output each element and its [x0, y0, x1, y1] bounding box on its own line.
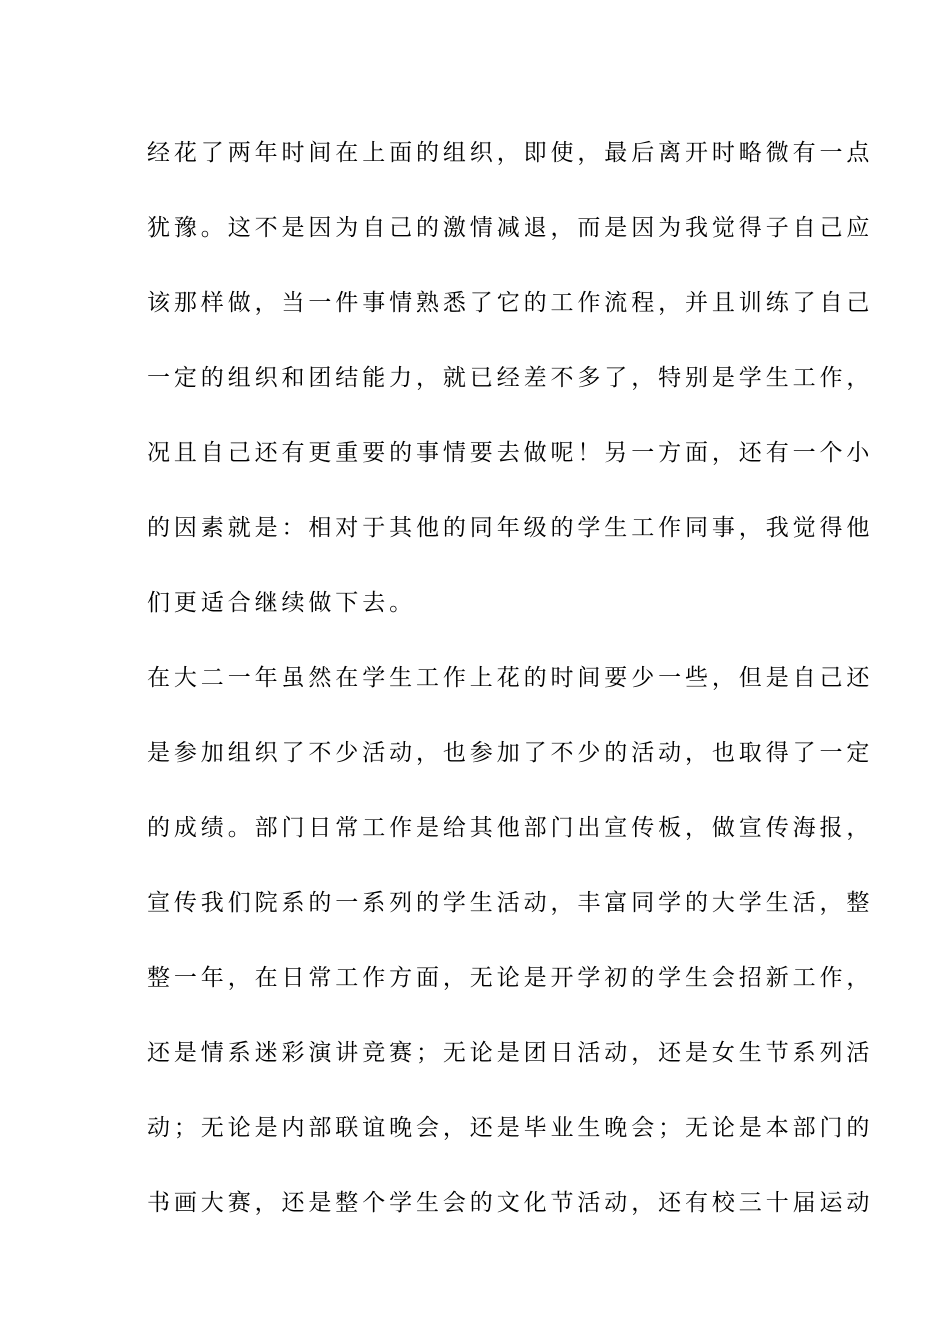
text-line: 在大二一年虽然在学生工作上花的时间要少一些，但是自己还 — [147, 665, 874, 691]
text-line: 动；无论是内部联谊晚会，还是毕业生晚会；无论是本部门的 — [147, 1115, 874, 1141]
text-line: 是参加组织了不少活动，也参加了不少的活动，也取得了一定 — [147, 740, 874, 766]
text-line: 经花了两年时间在上面的组织，即使，最后离开时略微有一点 — [147, 140, 874, 166]
document-body — [147, 133, 874, 1258]
text-line: 犹豫。这不是因为自己的激情减退，而是因为我觉得子自己应 — [147, 215, 874, 241]
text-line: 书画大赛，还是整个学生会的文化节活动，还有校三十届运动 — [147, 1190, 874, 1216]
text-line: 还是情系迷彩演讲竞赛；无论是团日活动，还是女生节系列活 — [147, 1040, 874, 1066]
text-line: 们更适合继续做下去。 — [147, 590, 416, 616]
text-line: 一定的组织和团结能力，就已经差不多了，特别是学生工作， — [147, 365, 874, 391]
text-line: 宣传我们院系的一系列的学生活动，丰富同学的大学生活，整 — [147, 890, 874, 916]
text-line: 况且自己还有更重要的事情要去做呢！另一方面，还有一个小 — [147, 440, 874, 466]
text-line: 整一年，在日常工作方面，无论是开学初的学生会招新工作， — [147, 965, 874, 991]
text-line: 的因素就是：相对于其他的同年级的学生工作同事，我觉得他 — [147, 515, 874, 541]
text-line: 该那样做，当一件事情熟悉了它的工作流程，并且训练了自己 — [147, 290, 874, 316]
text-line: 的成绩。部门日常工作是给其他部门出宣传板，做宣传海报， — [147, 815, 874, 841]
